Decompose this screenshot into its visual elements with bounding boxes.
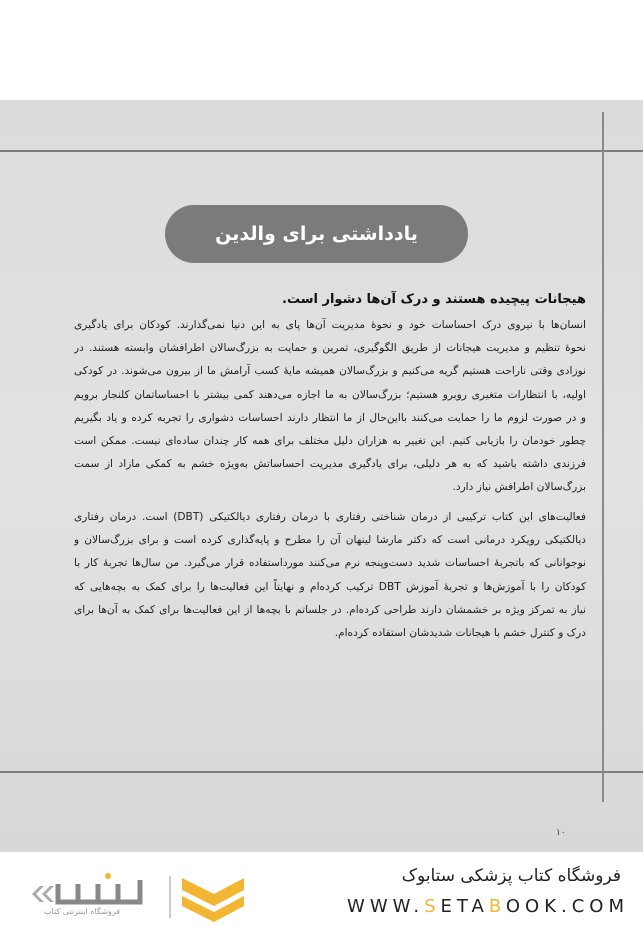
text-line: درک و کنترل خشم با هیجانات شدیدشان استفاده کرده‌ام.	[334, 626, 586, 639]
book-chevron-icon	[182, 878, 244, 922]
text-line: بزرگ‌سالان اطرافش نیاز دارد.	[452, 481, 586, 494]
text-line: انسان‌ها با نیروی درک احساسات خود و نحوهٔ مدیریت آن‌ها پای به این دنیا نمی‌گذارند. کودکان برای یادگیری	[74, 319, 586, 331]
text-line: اولیه، با انتظارات متغیری روبرو هستیم؛ بزرگ‌سالان به ما اجازه می‌دهند کمی بیشتر با احساساتمان کلنجار برویم	[74, 388, 586, 401]
text-line: فعالیت‌های این کتاب ترکیبی از درمان شناختی رفتاری با درمان رفتاری دیالکتیکی (DBT) است. درمان رفتاری	[74, 511, 586, 523]
section-heading: هیجانات پیچیده هستند و درک آن‌ها دشوار است.	[282, 292, 586, 307]
text-line: دیالکتیکی رویکرد درمانی است که دکتر مارشا لینهان آن را مطرح و پایه‌گذاری کرده است و برای بزرگ‌سالان و	[74, 534, 586, 547]
text-line: فرزندی داشته باشید که به هر دلیلی، برای یادگیری مدیریت احساساتش به‌ویژه خشم به کمکی مازاد از سمت	[74, 458, 586, 471]
text-line: نوزادی وقتی ناراحت هستیم گریه می‌کنیم و بزرگ‌سالان همیشه مایهٔ کسب آرامش ما از بیرون می‌شوند. در کودکی	[74, 365, 586, 378]
text-line: نوجوانانی که باتجربهٔ احساسات شدید دست‌وپنجه نرم می‌کنند مورداستفاده قرار می‌گیرد. من سال‌ها تجربهٔ کار با	[74, 557, 586, 570]
logo-wordmark	[58, 880, 140, 902]
text-line: کودکان را با آموزش‌ها و تجربهٔ آموزش DBT ترکیب کرده‌ام و نهایتاً این فعالیت‌ها را برای کمک به بچه‌هایی که	[74, 580, 586, 593]
top-rule	[0, 150, 643, 152]
page-number: ۱۰	[556, 828, 566, 838]
text-line: نحوهٔ تنظیم و مدیریت هیجانات از طریق الگوگیری، تمرین و حمایت به بزرگ‌سالان اطرافشان وابسته هستند. در	[74, 342, 586, 355]
url-part: B	[488, 896, 506, 917]
text-line: چطور خودمان را بازیابی کنیم. این تغییر به هزاران دلیل مختلف برای همه کار چندان ساده‌ای نیست. ممکن است	[74, 434, 586, 447]
logo-subtitle: فروشگاه اینترنتی کتاب	[44, 907, 121, 916]
url-part: S	[424, 896, 441, 917]
chevrons-icon	[32, 886, 54, 902]
url-part: ETA	[440, 896, 489, 917]
text-line: و در صورت لزوم ما را حمایت می‌کنند با‌این‌حال از ما انتظار دارند احساسات دشواری را تجربه کرده و یاد بگیریم	[74, 411, 586, 424]
side-rule	[602, 112, 604, 802]
paragraph-1	[74, 314, 586, 500]
text-line: نیاز به تمرکز ویژه بر خشمشان دارند طراحی کرده‌ام. در جلساتم با بچه‌ها از این فعالیت‌ها برای کمک به آن‌ها برای	[74, 603, 586, 616]
url-part: WWW.	[347, 896, 425, 917]
bottom-rule	[0, 771, 643, 773]
paragraph-2	[74, 506, 586, 645]
url-part: OOK.COM	[505, 896, 629, 917]
store-url[interactable]	[347, 896, 629, 917]
section-title: یادداشتی برای والدین	[165, 205, 468, 263]
store-name: فروشگاه کتاب پزشکی ستابوک	[401, 866, 621, 886]
